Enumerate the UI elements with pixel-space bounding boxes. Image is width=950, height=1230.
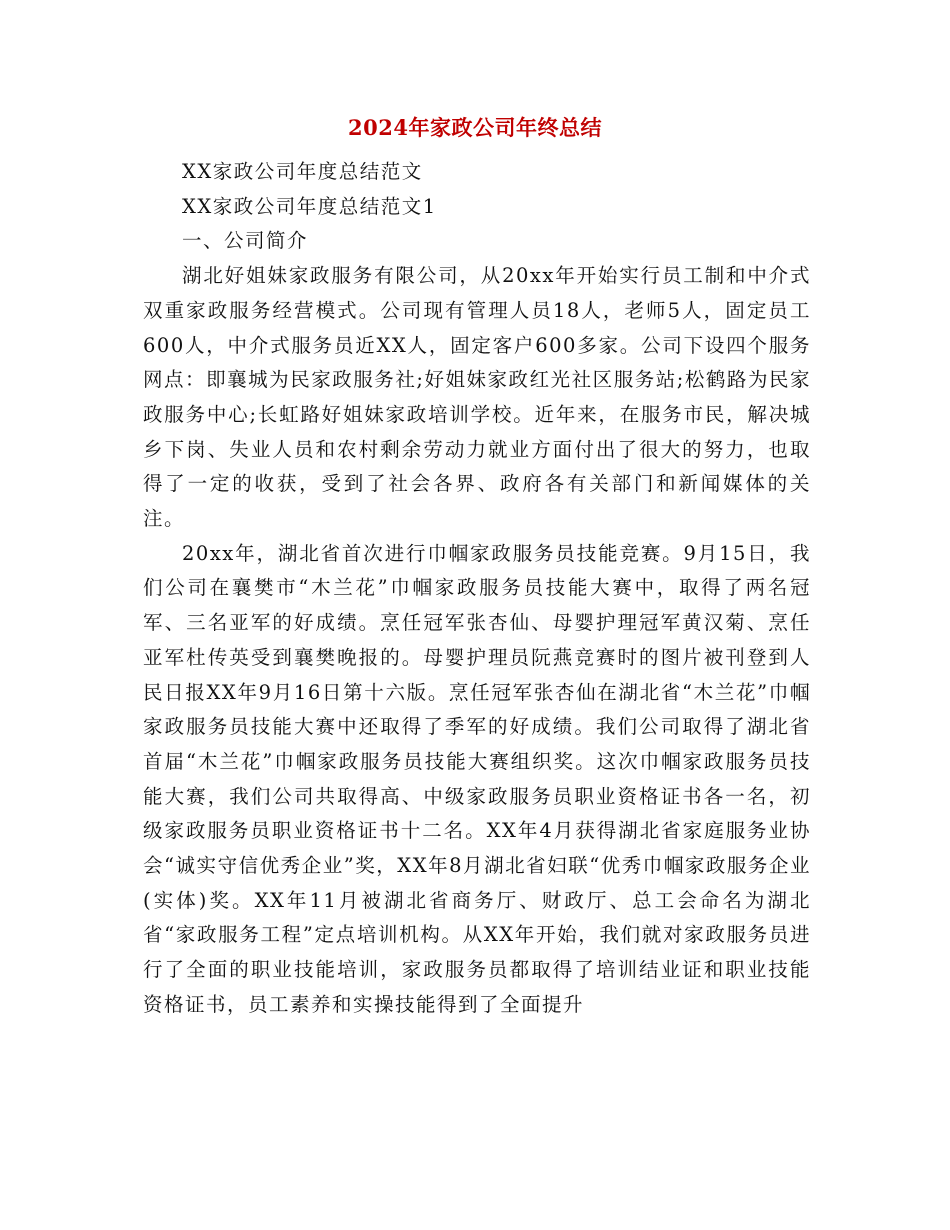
section-heading: 一、公司简介 <box>182 229 309 253</box>
body-paragraph: 湖北好姐妹家政服务有限公司，从20xx年开始实行员工制和中介式双重家政服务经营模式。公司现有管理人员18人，老师5人，固定员工600人，中介式服务员近XX人，固定客户600多家。公司下设四个服务网点：即襄城为民家政服务社;好姐妹家政红光社区服务站;松鹤路为民家政服务中心;长虹路好姐妹家政培训学校。近年来，在服务市民，解决城乡下岗、失业人员和农村剩余劳动力就业方面付出了很大的努力，也取得了一定的收获，受到了社会各界、政府各有关部门和新闻媒体的关注。 <box>143 264 811 531</box>
body-paragraph: 20xx年，湖北省首次进行巾帼家政服务员技能竞赛。9月15日，我们公司在襄樊市“木兰花”巾帼家政服务员技能大赛中，取得了两名冠军、三名亚军的好成绩。烹任冠军张杏仙、母婴护理冠军黄汉菊、烹任亚军杜传英受到襄樊晚报的。母婴护理员阮燕竞赛时的图片被刊登到人民日报XX年9月16日第十六版。烹任冠军张杏仙在湖北省“木兰花”巾帼家政服务员技能大赛中还取得了季军的好成绩。我们公司取得了湖北省首届“木兰花”巾帼家政服务员技能大赛组织奖。这次巾帼家政服务员技能大赛，我们公司共取得高、中级家政服务员职业资格证书各一名，初级家政服务员职业资格证书十二名。XX年4月获得湖北省家庭服务业协会“诚实守信优秀企业”奖，XX年8月湖北省妇联“优秀巾帼家政服务企业(实体)奖。XX年11月被湖北省商务厅、财政厅、总工会命名为湖北省“家政服务工程”定点培训机构。从XX年开始，我们就对家政服务员进行了全面的职业技能培训，家政服务员都取得了培训结业证和职业技能资格证书，员工素养和实操技能得到了全面提升 <box>143 541 811 1016</box>
document-title: 2024年家政公司年终总结 <box>348 115 602 140</box>
subtitle-paragraph: XX家政公司年度总结范文 <box>182 160 423 183</box>
document-body <box>143 155 811 1023</box>
subtitle-paragraph: XX家政公司年度总结范文1 <box>182 194 437 218</box>
